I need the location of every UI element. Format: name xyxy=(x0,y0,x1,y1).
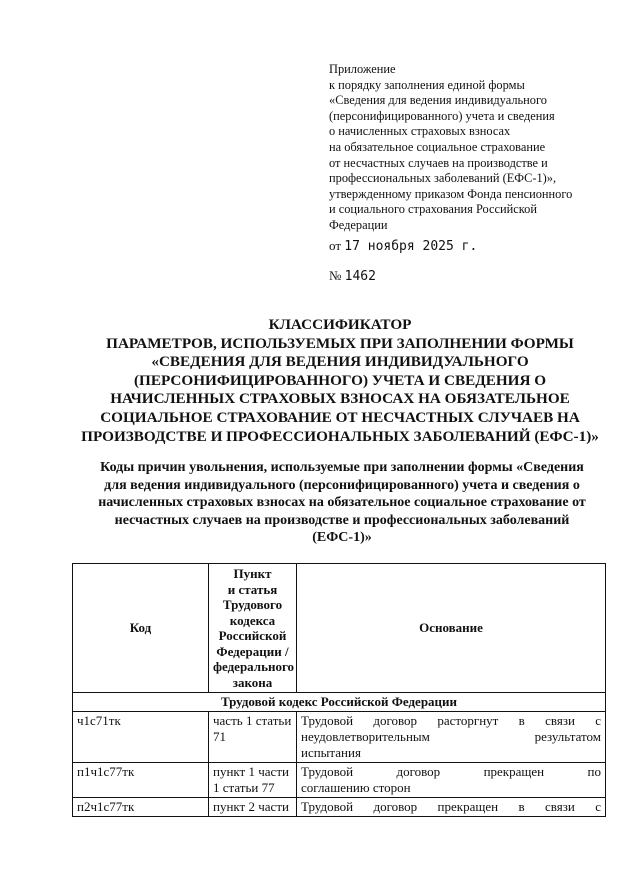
row-article xyxy=(209,798,297,817)
order-number xyxy=(329,268,376,284)
section-subtitle xyxy=(72,459,612,547)
annex-line: на обязательное социальное страхование xyxy=(329,139,546,154)
title-line: СОЦИАЛЬНОЕ СТРАХОВАНИЕ ОТ НЕСЧАСТНЫХ СЛУЧАЕВ НА xyxy=(100,408,580,426)
annex-line: и социального страхования Российской xyxy=(329,202,538,217)
header-basis: Основание xyxy=(297,564,606,693)
title-line: КЛАССИФИКАТОР xyxy=(268,316,412,333)
row-basis xyxy=(297,763,606,798)
header-code: Код xyxy=(73,564,209,693)
row-basis-line: Трудовой договор прекращен по xyxy=(301,764,601,779)
annex-line: «Сведения для ведения индивидуального xyxy=(329,93,547,108)
header-article-line: кодекса xyxy=(229,612,276,628)
title-line: НАЧИСЛЕННЫХ СТРАХОВЫХ ВЗНОСАХ НА ОБЯЗАТЕЛЬНОЕ xyxy=(110,390,570,408)
row-article-line: часть 1 статьи xyxy=(213,713,292,728)
order-date xyxy=(329,238,477,254)
section-row xyxy=(73,693,606,712)
header-article xyxy=(209,564,297,693)
table-header-row xyxy=(73,564,606,693)
row-code: п2ч1с77тк xyxy=(73,798,209,817)
section-title: Трудовой кодекс Российской Федерации xyxy=(73,693,606,712)
annex-line: о начисленных страховых взносах xyxy=(329,124,511,139)
header-article-line: федерального xyxy=(213,659,295,674)
table-row xyxy=(73,798,606,817)
subtitle-line: (ЕФС-1)» xyxy=(312,530,372,546)
annex-line: от несчастных случаев на производстве и xyxy=(329,155,548,170)
subtitle-line: несчастных случаев на производстве и профессиональных заболеваний xyxy=(114,512,570,528)
annex-header xyxy=(329,62,619,234)
row-basis xyxy=(297,798,606,817)
number-value: 1462 xyxy=(344,269,376,284)
annex-line: утвержденному приказом Фонда пенсионного xyxy=(329,186,573,201)
annex-line: Приложение xyxy=(329,62,396,76)
row-basis-line: Трудовой договор прекращен в связи с xyxy=(301,799,601,814)
dismissal-codes-table xyxy=(72,563,606,817)
row-article xyxy=(209,712,297,763)
row-article-line: 1 статьи 77 xyxy=(213,780,275,795)
row-basis xyxy=(297,712,606,763)
table-row xyxy=(73,763,606,798)
row-article-line: пункт 1 части xyxy=(213,764,289,779)
date-prefix: от xyxy=(329,238,342,253)
annex-line: к порядку заполнения единой формы xyxy=(329,77,525,92)
subtitle-line: Коды причин увольнения, используемые при заполнении формы «Сведения xyxy=(100,460,584,475)
row-article xyxy=(209,763,297,798)
header-article-line: Трудового xyxy=(222,597,283,612)
header-article-line: Федерации / xyxy=(216,643,289,659)
title-line: (ПЕРСОНИФИЦИРОВАННОГО) УЧЕТА И СВЕДЕНИЯ О xyxy=(133,371,547,389)
row-code: ч1с71тк xyxy=(73,712,209,763)
header-article-line: и статья xyxy=(227,581,278,597)
row-basis-line: Трудовой договор расторгнут в связи с xyxy=(301,713,601,728)
row-basis-line: неудовлетворительным результатом xyxy=(301,729,601,744)
title-line: ПРОИЗВОДСТВЕ И ПРОФЕССИОНАЛЬНЫХ ЗАБОЛЕВАНИЙ (ЕФС-1)» xyxy=(81,427,599,445)
subtitle-line: начисленных страховых взносах на обязательное социальное страхование от xyxy=(98,495,586,511)
row-article-line: 71 xyxy=(213,729,226,744)
annex-line: (персонифицированного) учета и сведения xyxy=(329,108,555,123)
number-prefix: № xyxy=(329,268,342,283)
header-article-line: Пункт xyxy=(233,566,272,581)
title-line: «СВЕДЕНИЯ ДЛЯ ВЕДЕНИЯ ИНДИВИДУАЛЬНОГО xyxy=(151,353,529,371)
row-basis-line: соглашению сторон xyxy=(301,780,411,795)
row-code: п1ч1с77тк xyxy=(73,763,209,798)
title-line: ПАРАМЕТРОВ, ИСПОЛЬЗУЕМЫХ ПРИ ЗАПОЛНЕНИИ ФОРМЫ xyxy=(106,334,574,352)
row-basis-line: испытания xyxy=(301,745,361,760)
header-article-line: Российской xyxy=(218,628,287,643)
table-row xyxy=(73,712,606,763)
subtitle-line: для ведения индивидуального (персонифицированного) учета и сведения о xyxy=(104,477,580,493)
header-article-line: закона xyxy=(232,674,273,690)
date-value: 17 ноября 2025 г. xyxy=(344,239,478,254)
document-title xyxy=(70,316,610,446)
annex-line: профессиональных заболеваний (ЕФС-1)», xyxy=(329,171,557,186)
row-article-line: пункт 2 части xyxy=(213,799,289,814)
annex-line: Федерации xyxy=(329,217,388,232)
